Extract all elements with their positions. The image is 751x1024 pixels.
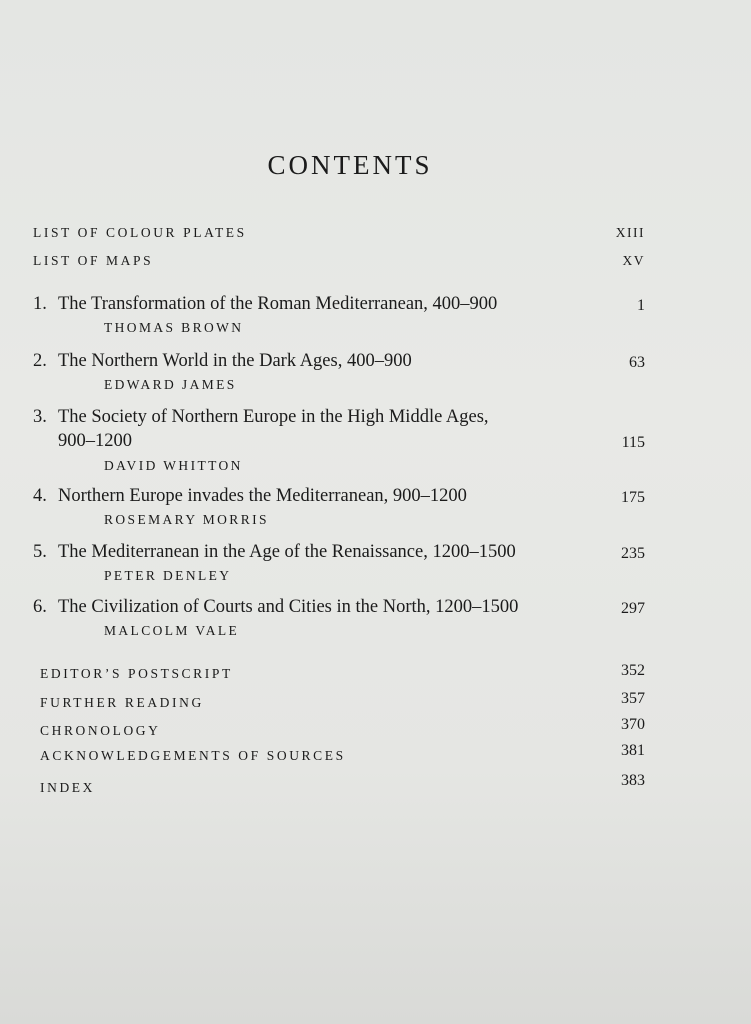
toc-entry-label: ACKNOWLEDGEMENTS OF SOURCES [40, 748, 346, 763]
chapter-title: The Civilization of Courts and Cities in the North, 1200–1500 [58, 597, 519, 617]
chapter-title: The Transformation of the Roman Mediterranean, 400–900 [58, 294, 498, 314]
toc-entry-label: INDEX [40, 780, 95, 795]
chapter-author: THOMAS BROWN [104, 320, 244, 335]
chapter-page: 63 [629, 354, 645, 371]
toc-entry-index [0, 772, 751, 804]
chapter-title: The Northern World in the Dark Ages, 400–900 [58, 351, 412, 371]
chapter-title: Northern Europe invades the Mediterranean, 900–1200 [58, 486, 467, 506]
toc-chapter-5 [0, 542, 751, 588]
toc-entry-page: XIII [615, 225, 645, 240]
page-title: CONTENTS [267, 150, 433, 180]
toc-entry-page: 370 [621, 716, 645, 733]
chapter-number: 4. [33, 486, 47, 506]
chapter-author: ROSEMARY MORRIS [104, 512, 269, 527]
chapter-number: 5. [33, 542, 47, 562]
chapter-author: PETER DENLEY [104, 568, 232, 583]
toc-entry-page: 381 [621, 742, 645, 759]
chapter-number: 1. [33, 294, 47, 314]
chapter-page: 115 [621, 434, 645, 451]
toc-entry-label: LIST OF COLOUR PLATES [33, 225, 247, 240]
chapter-page: 175 [621, 489, 645, 506]
toc-entry-acknowledgements [0, 742, 751, 772]
chapter-title-continued: 900–1200 [58, 431, 132, 451]
chapter-page: 235 [621, 545, 645, 562]
toc-entry-label: LIST OF MAPS [33, 253, 154, 268]
chapter-title: The Society of Northern Europe in the High Middle Ages, [58, 407, 489, 427]
toc-entry-maps [0, 253, 751, 277]
toc-entry-page: 352 [621, 662, 645, 679]
toc-entry-label: FURTHER READING [40, 695, 204, 710]
chapter-number: 6. [33, 597, 47, 617]
toc-entry-colour-plates [0, 225, 751, 249]
chapter-author: EDWARD JAMES [104, 377, 237, 392]
chapter-author: DAVID WHITTON [104, 458, 243, 473]
chapter-title: The Mediterranean in the Age of the Renaissance, 1200–1500 [58, 542, 516, 562]
toc-chapter-3 [0, 407, 751, 477]
chapter-number: 3. [33, 407, 47, 427]
chapter-page: 297 [621, 600, 645, 617]
chapter-author: MALCOLM VALE [104, 623, 240, 638]
toc-entry-page: XV [622, 253, 645, 268]
chapter-number: 2. [33, 351, 47, 371]
toc-chapter-6 [0, 597, 751, 643]
toc-entry-page: 357 [621, 690, 645, 707]
toc-entry-page: 383 [621, 772, 645, 789]
toc-entry-label: EDITOR’S POSTSCRIPT [40, 666, 233, 681]
chapter-page: 1 [637, 297, 645, 314]
toc-chapter-1 [0, 294, 751, 340]
toc-chapter-2 [0, 351, 751, 397]
toc-entry-label: CHRONOLOGY [40, 723, 161, 738]
toc-chapter-4 [0, 486, 751, 532]
toc-entry-postscript [0, 662, 751, 690]
